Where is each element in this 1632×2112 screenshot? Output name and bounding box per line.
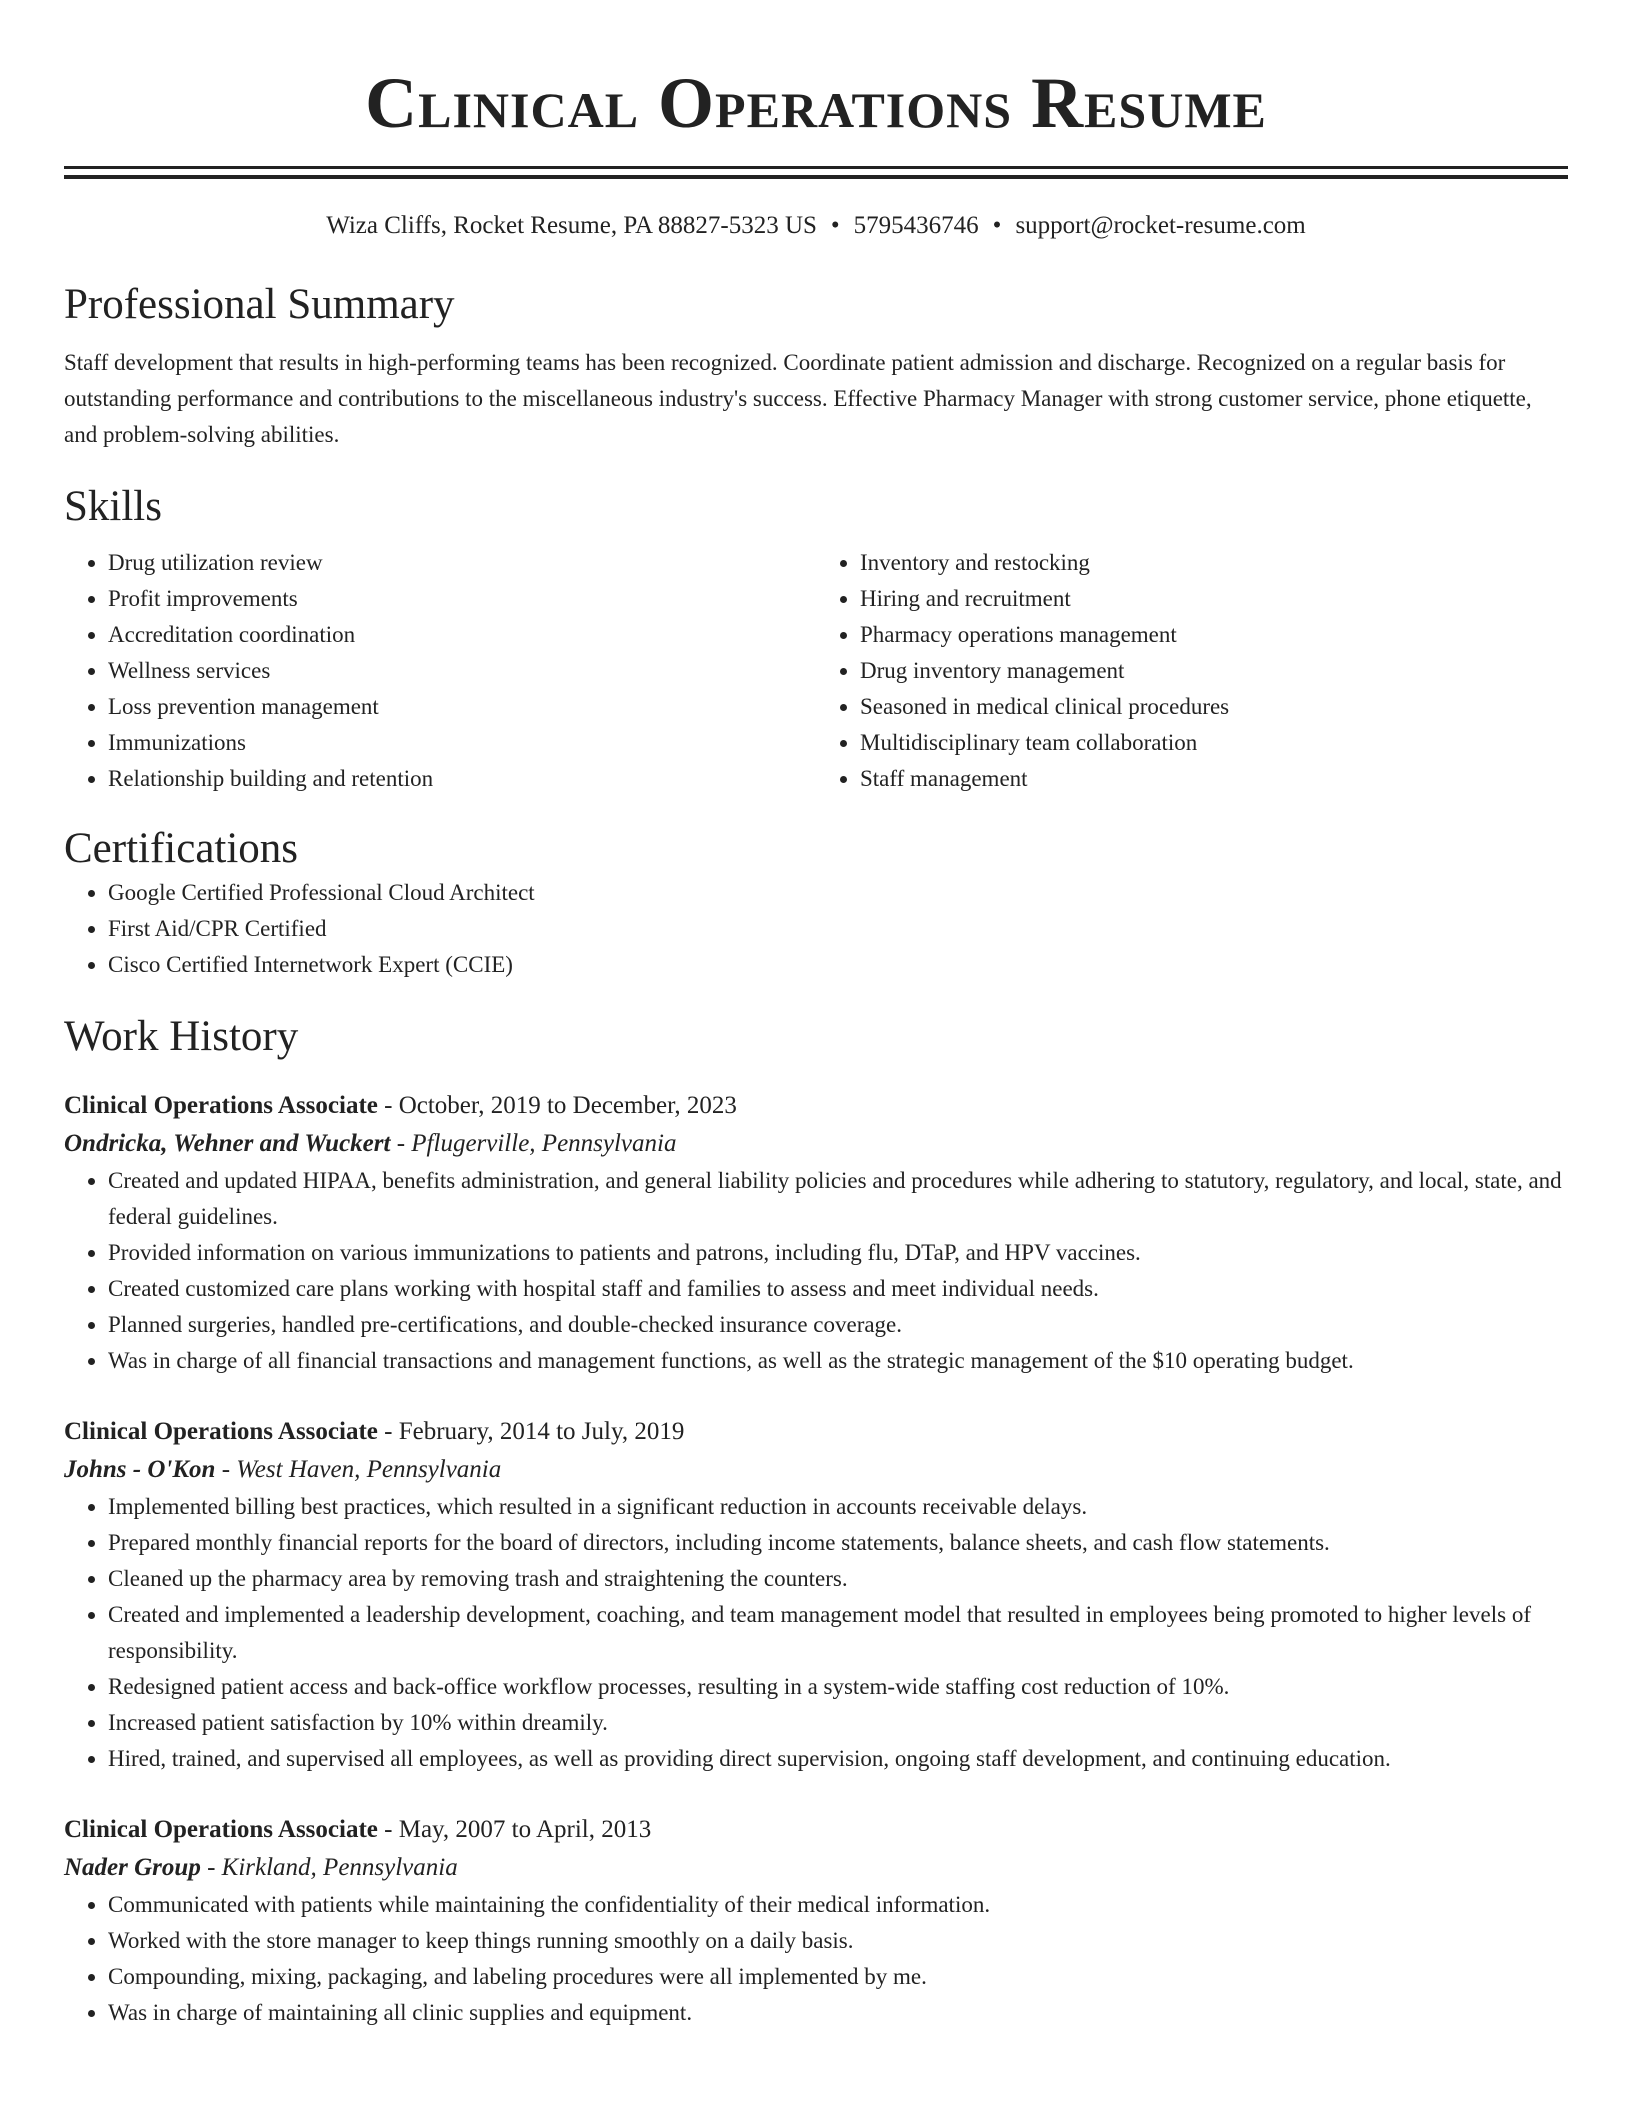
job-duty: • Worked with the store manager to keep things running smoothly on a daily basis. xyxy=(108,1923,1568,1959)
job-dates: - February, 2014 to July, 2019 xyxy=(377,1418,685,1445)
title-divider-top xyxy=(64,166,1568,169)
job-employer-line xyxy=(64,1451,1568,1489)
job-title: Clinical Operations Associate xyxy=(64,1816,378,1843)
job-location: - Pflugerville, Pennsylvania xyxy=(390,1130,677,1157)
job-duties-list xyxy=(64,1163,1568,1379)
job-dates: - May, 2007 to April, 2013 xyxy=(377,1816,652,1843)
job-duty: • Created and updated HIPAA, benefits administration, and general liability policies and procedures while adhering to statutory, regulatory, and local, state, and federal guidelines. xyxy=(108,1163,1568,1235)
job-duty: • Cleaned up the pharmacy area by removing trash and straightening the counters. xyxy=(108,1561,1568,1597)
skill-item: • Immunizations xyxy=(108,725,816,761)
job-duty: • Created and implemented a leadership development, coaching, and team management model that resulted in employees being promoted to higher levels of responsibility. xyxy=(108,1597,1568,1669)
skill-item: • Drug inventory management xyxy=(860,653,1568,689)
contact-line xyxy=(64,209,1568,243)
contact-address: Wiza Cliffs, Rocket Resume, PA 88827-5323 US xyxy=(326,212,817,239)
job-duty: • Was in charge of maintaining all clinic supplies and equipment. xyxy=(108,1995,1568,2031)
skills-list-right xyxy=(816,545,1568,797)
certification-item: • First Aid/CPR Certified xyxy=(108,911,1568,947)
job-entry xyxy=(64,1811,1568,2031)
job-duty: • Prepared monthly financial reports for the board of directors, including income statements, balance sheets, and cash flow statements. xyxy=(108,1525,1568,1561)
skill-item: • Relationship building and retention xyxy=(108,761,816,797)
job-duty: • Implemented billing best practices, which resulted in a significant reduction in accounts receivable delays. xyxy=(108,1489,1568,1525)
skills-heading: Skills xyxy=(64,483,162,530)
job-duties-list xyxy=(64,1489,1568,1777)
job-company: Ondricka, Wehner and Wuckert xyxy=(64,1130,391,1157)
job-entry xyxy=(64,1413,1568,1777)
skill-item: • Staff management xyxy=(860,761,1568,797)
job-employer-line xyxy=(64,1849,1568,1887)
work-history-heading: Work History xyxy=(64,1013,299,1060)
job-title: Clinical Operations Associate xyxy=(64,1418,378,1445)
skill-item: • Wellness services xyxy=(108,653,816,689)
job-title-line xyxy=(64,1811,1568,1849)
skills-list-left xyxy=(64,545,816,797)
job-title-line xyxy=(64,1087,1568,1125)
job-dates: - October, 2019 to December, 2023 xyxy=(377,1092,737,1119)
job-duty: • Hired, trained, and supervised all employees, as well as providing direct supervision, ongoing staff development, and continuing education. xyxy=(108,1741,1568,1777)
job-duty: • Communicated with patients while maintaining the confidentiality of their medical information. xyxy=(108,1887,1568,1923)
skill-item: • Hiring and recruitment xyxy=(860,581,1568,617)
skills-grid xyxy=(64,545,1568,797)
skill-item: • Pharmacy operations management xyxy=(860,617,1568,653)
skill-item: • Profit improvements xyxy=(108,581,816,617)
job-company: Johns - O'Kon xyxy=(64,1456,216,1483)
job-duty: • Redesigned patient access and back-office workflow processes, resulting in a system-wide staffing cost reduction of 10%. xyxy=(108,1669,1568,1705)
skill-item: • Multidisciplinary team collaboration xyxy=(860,725,1568,761)
skill-item: • Seasoned in medical clinical procedures xyxy=(860,689,1568,725)
job-duty: • Was in charge of all financial transactions and management functions, as well as the strategic management of the $10 operating budget. xyxy=(108,1343,1568,1379)
job-duty: • Compounding, mixing, packaging, and labeling procedures were all implemented by me. xyxy=(108,1959,1568,1995)
job-location: - Kirkland, Pennsylvania xyxy=(200,1854,458,1881)
job-duty: • Planned surgeries, handled pre-certifications, and double-checked insurance coverage. xyxy=(108,1307,1568,1343)
job-title: Clinical Operations Associate xyxy=(64,1092,378,1119)
job-company: Nader Group xyxy=(64,1854,201,1881)
skill-item: • Accreditation coordination xyxy=(108,617,816,653)
title-divider-bottom xyxy=(64,175,1568,179)
skill-item: • Loss prevention management xyxy=(108,689,816,725)
summary-heading: Professional Summary xyxy=(64,281,455,328)
job-duty: • Provided information on various immunizations to patients and patrons, including flu, DTaP, and HPV vaccines. xyxy=(108,1235,1568,1271)
job-title-line xyxy=(64,1413,1568,1451)
job-duty: • Created customized care plans working with hospital staff and families to assess and meet individual needs. xyxy=(108,1271,1568,1307)
contact-separator: • xyxy=(830,212,840,239)
certification-item: • Google Certified Professional Cloud Architect xyxy=(108,875,1568,911)
job-location: - West Haven, Pennsylvania xyxy=(215,1456,502,1483)
contact-separator: • xyxy=(992,212,1002,239)
certification-item: • Cisco Certified Internetwork Expert (CCIE) xyxy=(108,947,1568,983)
contact-phone: 5795436746 xyxy=(853,212,979,239)
certifications-list xyxy=(64,875,1568,983)
certifications-heading: Certifications xyxy=(64,825,299,872)
job-duties-list xyxy=(64,1887,1568,2031)
job-duty: • Increased patient satisfaction by 10% within dreamily. xyxy=(108,1705,1568,1741)
job-entry xyxy=(64,1087,1568,1379)
summary-text: Staff development that results in high-performing teams has been recognized. Coordinate patient admission and discharge. Recognized on a regular basis for outstanding performance and contributions to the miscellaneous industry's success. Effective Pharmacy Manager with strong customer service, phone etiquette, and problem-solving abilities. xyxy=(64,350,1532,447)
contact-email: support@rocket-resume.com xyxy=(1015,212,1306,239)
skill-item: • Inventory and restocking xyxy=(860,545,1568,581)
skill-item: • Drug utilization review xyxy=(108,545,816,581)
job-employer-line xyxy=(64,1125,1568,1163)
resume-title: Clinical Operations Resume xyxy=(365,63,1267,143)
